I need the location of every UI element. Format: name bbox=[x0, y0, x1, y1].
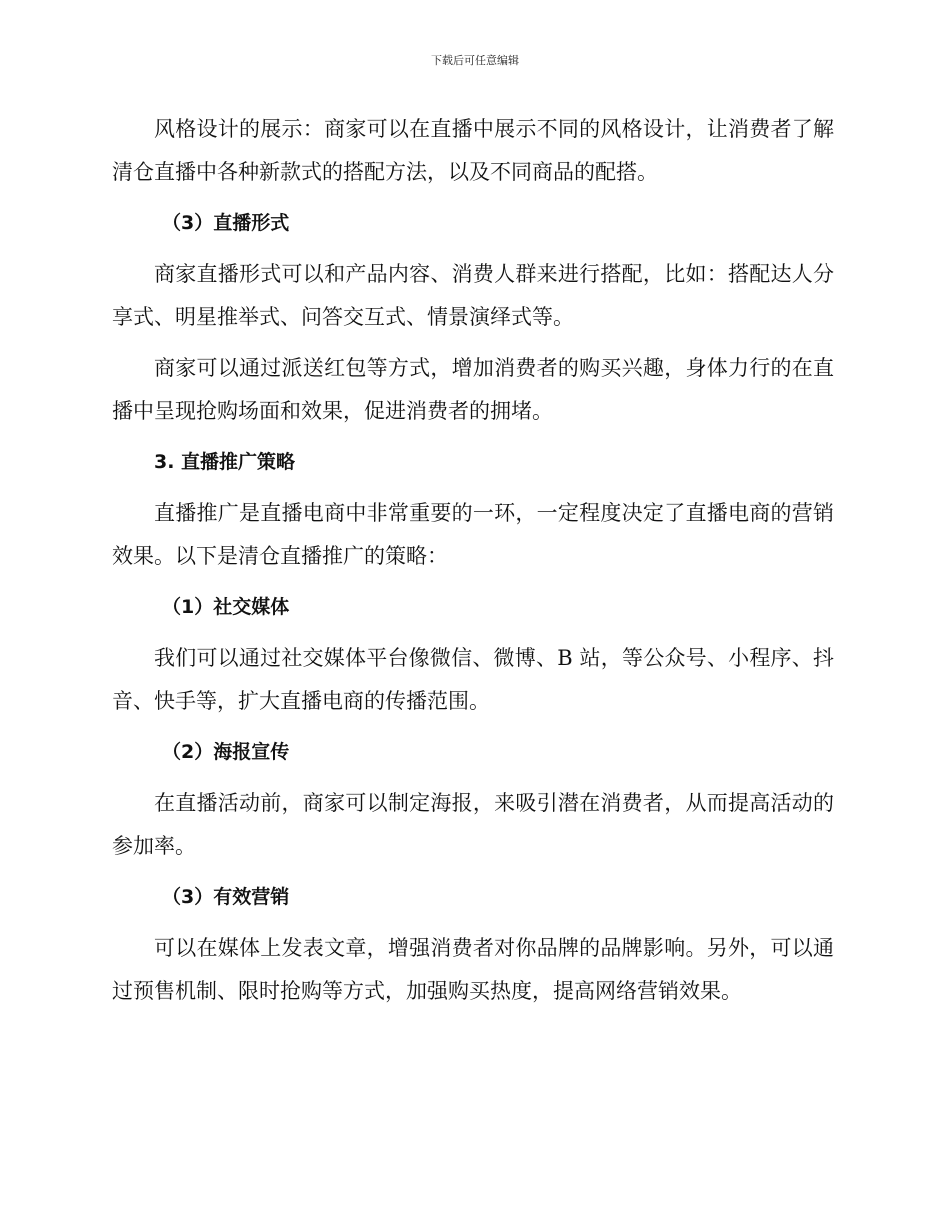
paragraph-effective-marketing: 可以在媒体上发表文章，增强消费者对你品牌的品牌影响。另外，可以通过预售机制、限时抢购等方式，加强购买热度，提高网络营销效果。 bbox=[112, 936, 834, 1003]
heading-promotion-strategy: 3. 直播推广策略 bbox=[154, 451, 296, 473]
paragraph-live-format: 商家直播形式可以和产品内容、消费人群来进行搭配，比如：搭配达人分享式、明星推举式、问答交互式、情景演绎式等。 bbox=[112, 262, 834, 329]
paragraph-style-design: 风格设计的展示：商家可以在直播中展示不同的风格设计，让消费者了解清仓直播中各种新款式的搭配方法，以及不同商品的配搭。 bbox=[112, 117, 834, 184]
paragraph-promotion-strategy: 直播推广是直播电商中非常重要的一环，一定程度决定了直播电商的营销效果。以下是清仓直播推广的策略： bbox=[112, 501, 834, 568]
page-header: 下载后可任意编辑 bbox=[431, 54, 519, 67]
document-body bbox=[112, 108, 834, 1021]
paragraph-poster: 在直播活动前，商家可以制定海报，来吸引潜在消费者，从而提高活动的参加率。 bbox=[112, 791, 834, 858]
heading-poster: （2）海报宣传 bbox=[162, 741, 290, 763]
heading-live-format: （3）直播形式 bbox=[162, 212, 290, 234]
paragraph-social-media: 我们可以通过社交媒体平台像微信、微博、B 站，等公众号、小程序、抖音、快手等，扩大直播电商的传播范围。 bbox=[112, 646, 834, 713]
heading-social-media: （1）社交媒体 bbox=[162, 596, 290, 618]
heading-effective-marketing: （3）有效营销 bbox=[162, 886, 290, 908]
paragraph-red-envelope: 商家可以通过派送红包等方式，增加消费者的购买兴趣，身体力行的在直播中呈现抢购场面和效果，促进消费者的拥堵。 bbox=[112, 356, 834, 423]
